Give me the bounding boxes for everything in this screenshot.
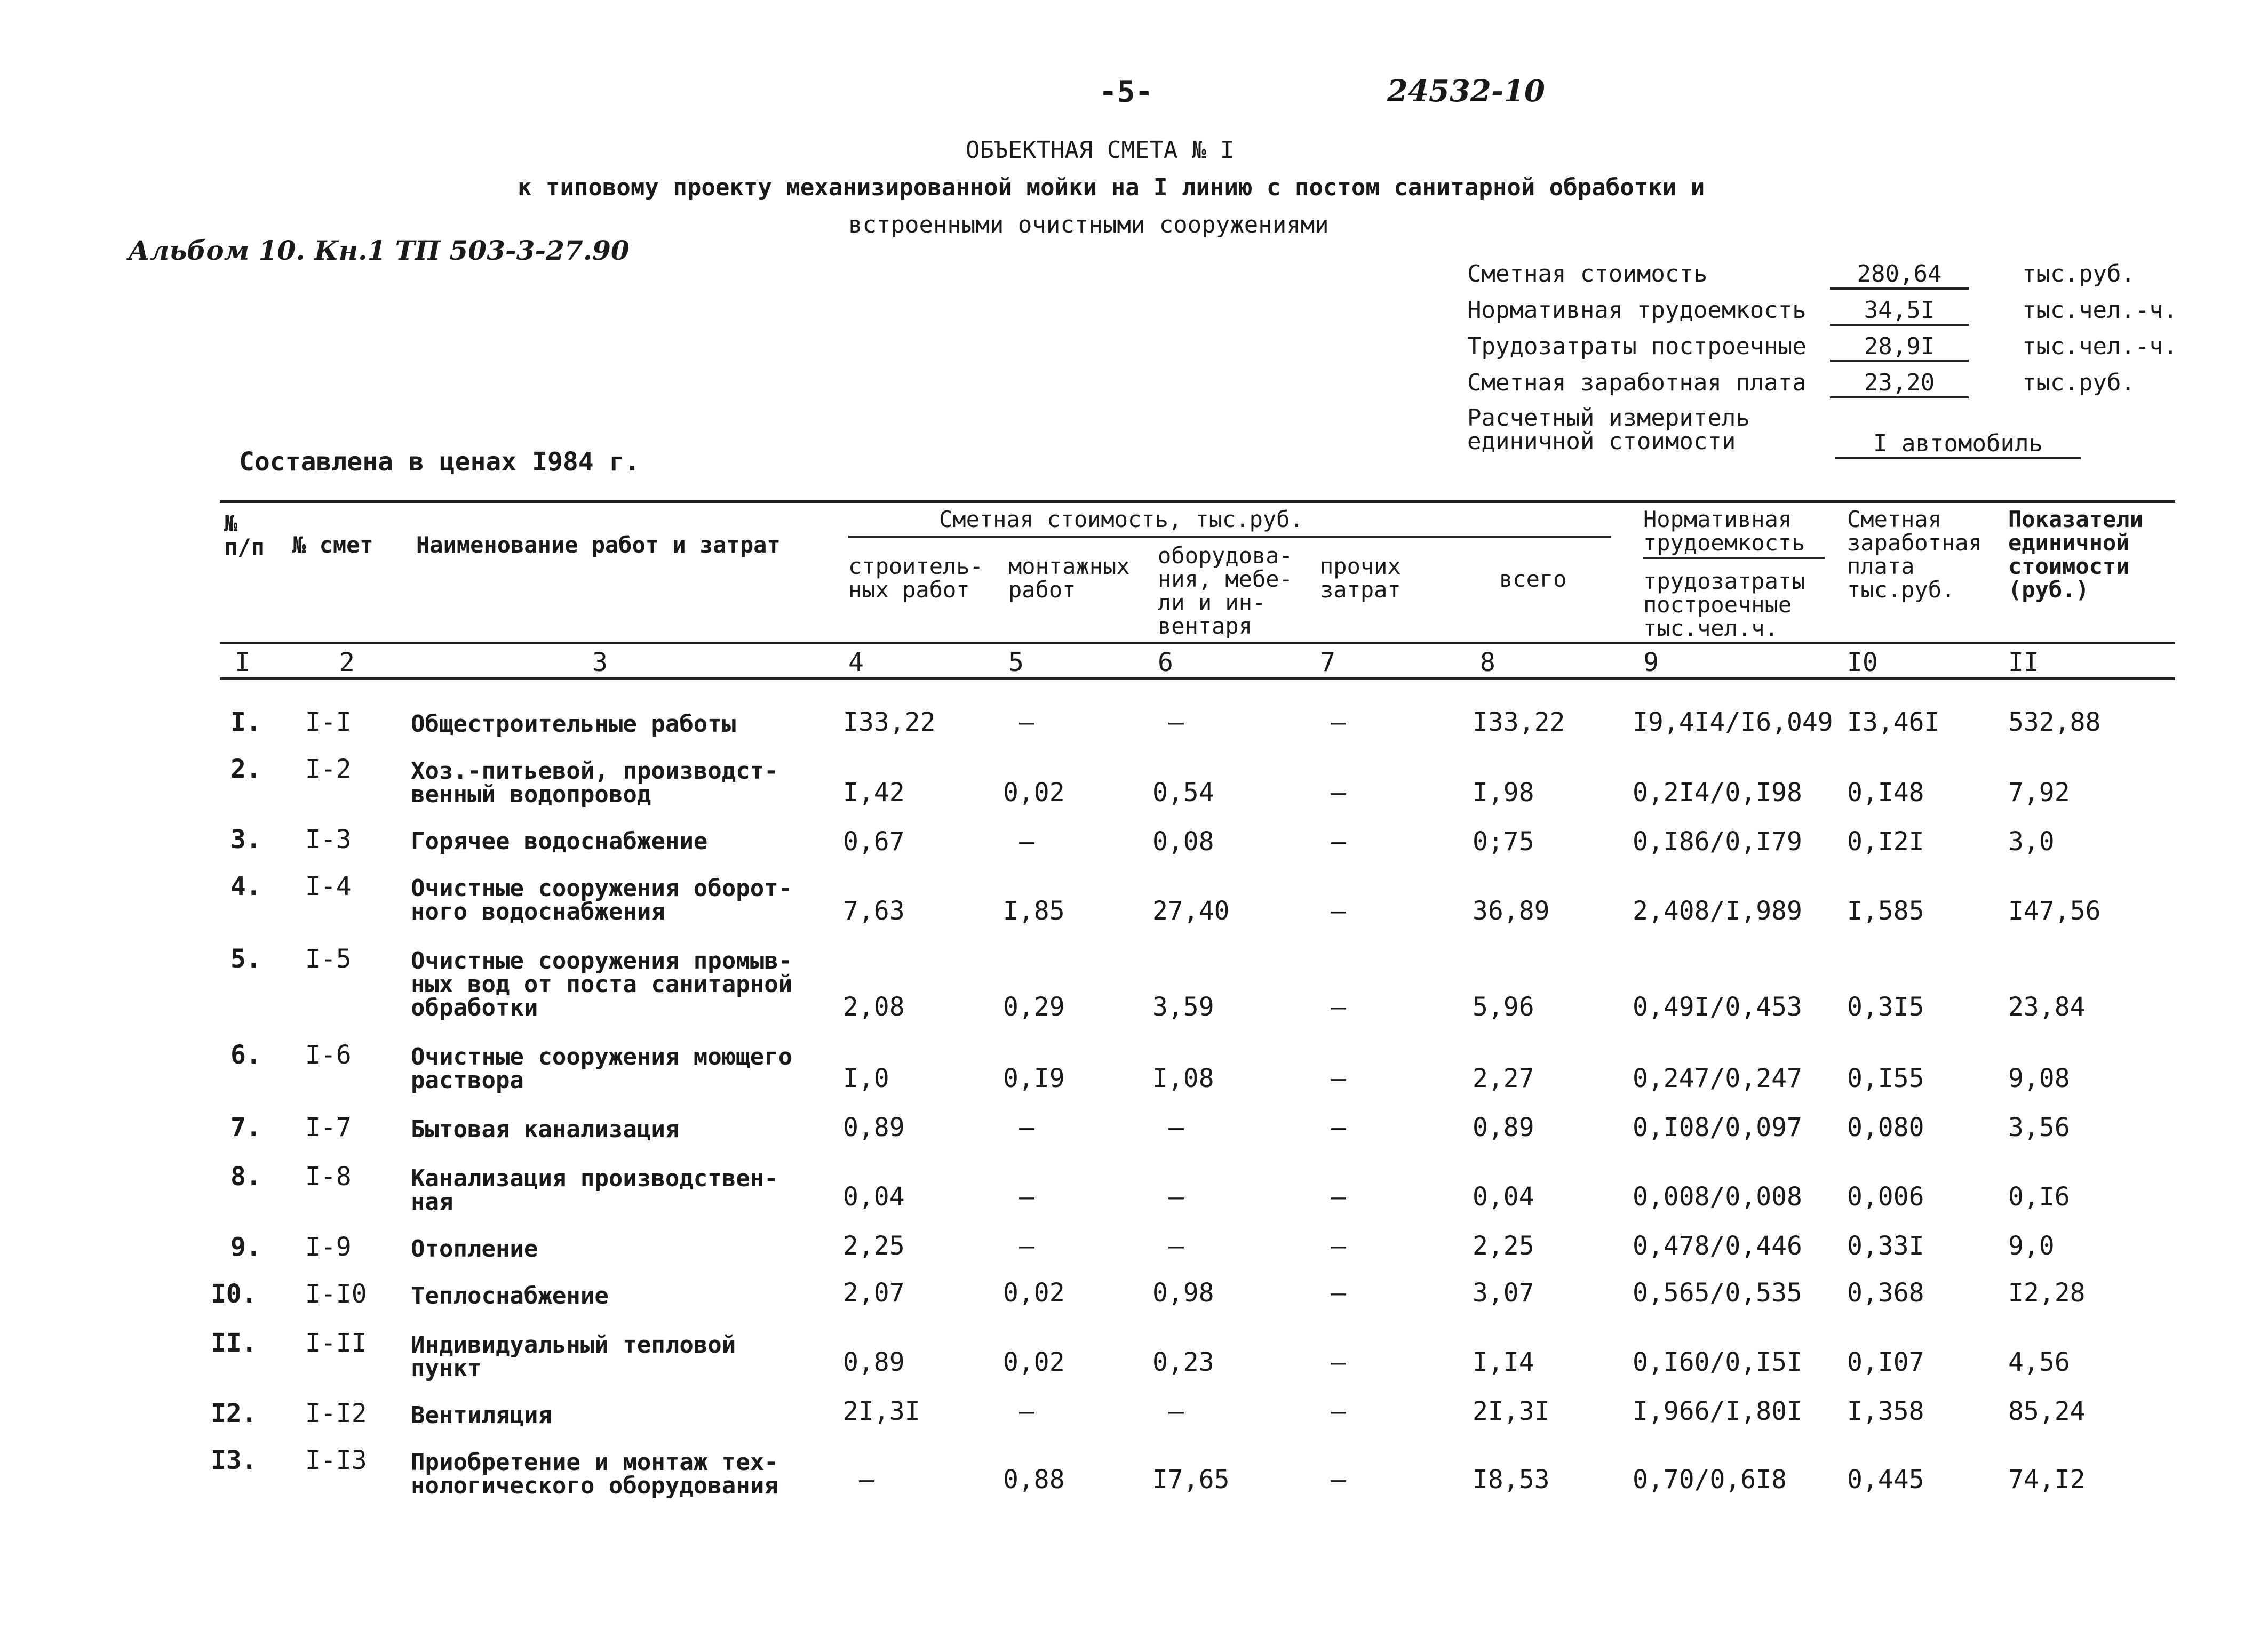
cell-c10: 0,445 [1847,1465,1924,1495]
col-number: I [235,648,250,677]
cell-c4: I33,22 [843,707,936,737]
row-number: 3. [230,825,261,854]
row-name: Вентиляция [411,1402,552,1429]
labor-rule [1643,557,1825,559]
row-smet: I-4 [305,872,352,901]
cell-c5: – [1019,707,1034,737]
col-header-smet: № смет [292,532,373,558]
cell-c6: 3,59 [1152,992,1214,1022]
row-number: 8. [230,1162,261,1192]
cell-c7: – [1331,778,1346,808]
cell-c7: – [1331,1113,1346,1142]
cell-c5: 0,02 [1003,778,1065,808]
cell-c5: – [1019,1113,1034,1142]
row-smet: I-I3 [305,1445,367,1475]
cell-c11: 7,92 [2008,778,2070,808]
row-name: Очистные сооружения промыв- ных вод от поста санитарной обработки [411,947,793,1021]
cell-c7: – [1331,1231,1346,1261]
col-number: 3 [592,648,608,677]
album-reference: Альбом 10. Кн.1 ТП 503-3-27.90 [128,235,630,266]
cell-c5: 0,02 [1003,1278,1065,1308]
row-name: Теплоснабжение [411,1282,609,1309]
row-number: I0. [211,1279,257,1309]
summary-value: 23,20 [1830,369,1969,398]
document-subtitle-cont: встроенными очистными сооружениями [848,211,1329,238]
row-smet: I-3 [305,825,352,854]
cell-c5: I,85 [1003,896,1065,926]
cell-c4: 2,07 [843,1278,905,1308]
cell-c4: 0,04 [843,1182,905,1212]
col-header-n: № п/п [224,510,265,560]
measure-label: Расчетный измеритель [1467,404,1750,432]
cell-c10: I,358 [1847,1396,1924,1426]
summary-label: Сметная стоимость [1467,260,1708,287]
cell-c9: 0,70/0,6I8 [1633,1465,1787,1495]
row-name: Очистные сооружения оборот- ного водоснабжения [411,875,793,925]
measure-label-cont: единичной стоимости [1467,428,1736,455]
cell-c10: 0,33I [1847,1231,1924,1261]
cell-c11: 23,84 [2008,992,2086,1022]
col-header-construction: строитель-ных работ [848,553,983,603]
cell-c9: 2,408/I,989 [1633,896,1802,926]
cell-c9: 0,247/0,247 [1633,1064,1802,1093]
cell-c9: I,966/I,80I [1633,1396,1802,1426]
row-number: I. [230,707,261,737]
cell-c6: 0,08 [1152,827,1214,857]
row-smet: I-I2 [305,1399,367,1428]
cell-c9: 0,565/0,535 [1633,1278,1802,1308]
cell-c8: 2,25 [1473,1231,1534,1261]
cell-c11: 74,I2 [2008,1465,2086,1495]
cell-c6: 0,54 [1152,778,1214,808]
cell-c4: 0,89 [843,1113,905,1142]
cell-c10: I,585 [1847,896,1924,926]
cell-c8: 36,89 [1473,896,1550,926]
cell-c4: 2,08 [843,992,905,1022]
cell-c11: 3,0 [2008,827,2055,857]
cell-c6: I,08 [1152,1064,1214,1093]
cell-c4: 0,67 [843,827,905,857]
cell-c9: 0,478/0,446 [1633,1231,1802,1261]
row-number: 2. [230,754,261,784]
col-number: 2 [339,648,355,677]
cell-c6: – [1168,1231,1184,1261]
row-number: II. [211,1328,257,1358]
cell-c7: – [1331,1396,1346,1426]
cell-c8: 5,96 [1473,992,1534,1022]
cell-c5: 0,I9 [1003,1064,1065,1093]
summary-unit: тыс.чел.-ч. [2022,297,2178,324]
cell-c7: – [1331,827,1346,857]
cell-c10: 0,080 [1847,1113,1924,1142]
row-smet: I-I0 [305,1279,367,1309]
col-header-labor-build: трудозатраты построечные тыс.чел.ч. [1643,568,1805,641]
col-number: 6 [1158,648,1173,677]
row-smet: I-I [305,707,352,737]
cell-c11: 9,0 [2008,1231,2055,1261]
cell-c8: I,98 [1473,778,1534,808]
row-name: Бытовая канализация [411,1116,680,1143]
cell-c9: 0,I08/0,097 [1633,1113,1802,1142]
document-subtitle: к типовому проекту механизированной мойки на I линию с постом санитарной обработки и [518,174,1705,201]
page-number: -5- [1099,75,1153,109]
cell-c11: I2,28 [2008,1278,2086,1308]
cell-c7: – [1331,1278,1346,1308]
col-header-total: всего [1499,566,1567,592]
cell-c6: 27,40 [1152,896,1230,926]
cell-c7: – [1331,707,1346,737]
summary-value: 34,5I [1830,297,1969,326]
cell-c10: 0,I55 [1847,1064,1924,1093]
col-header-salary: Сметная заработная плата тыс.руб. [1847,506,1982,603]
row-smet: I-II [305,1328,367,1358]
col-number: I0 [1847,648,1878,677]
row-smet: I-8 [305,1162,352,1192]
cell-c10: 0,006 [1847,1182,1924,1212]
row-number: I3. [211,1445,257,1475]
cell-c8: 2,27 [1473,1064,1534,1093]
cell-c10: 0,3I5 [1847,992,1924,1022]
row-smet: I-5 [305,944,352,974]
cell-c10: 0,I07 [1847,1347,1924,1377]
cell-c9: 0,2I4/0,I98 [1633,778,1802,808]
prices-note: Составлена в ценах I984 г. [239,447,640,477]
row-number: 7. [230,1113,261,1142]
cell-c6: – [1168,707,1184,737]
summary-value: 28,9I [1830,333,1969,362]
cell-c7: – [1331,1064,1346,1093]
cell-c11: 9,08 [2008,1064,2070,1093]
document-code: 24532-10 [1387,74,1545,109]
cell-c11: 3,56 [2008,1113,2070,1142]
col-header-labor-norm: Нормативная трудоемкость [1643,506,1805,556]
col-header-other: прочих затрат [1320,553,1401,603]
cell-c5: 0,29 [1003,992,1065,1022]
summary-unit: тыс.руб. [2022,369,2135,396]
row-smet: I-7 [305,1113,352,1142]
cell-c8: 0,89 [1473,1113,1534,1142]
summary-label: Трудозатраты построечные [1467,333,1807,360]
header-bottom-rule [220,642,2175,644]
cell-c4: I,0 [843,1064,889,1093]
cell-c9: 0,008/0,008 [1633,1182,1802,1212]
cell-c10: I3,46I [1847,707,1940,737]
cell-c4: 2,25 [843,1231,905,1261]
summary-value: 280,64 [1830,260,1969,290]
col-number: 5 [1008,648,1024,677]
col-number: 7 [1320,648,1335,677]
row-smet: I-9 [305,1232,352,1262]
row-name: Приобретение и монтаж тех- нологического оборудования [411,1449,778,1499]
row-number: I2. [211,1399,257,1428]
col-header-equipment: оборудова-ния, мебе-ли и ин-вентаря [1158,542,1293,639]
row-name: Канализация производствен- ная [411,1165,778,1216]
cell-c7: – [1331,1182,1346,1212]
row-name: Индивидуальный тепловой пункт [411,1331,736,1382]
cell-c8: 2I,3I [1473,1396,1550,1426]
row-smet: I-2 [305,754,352,784]
cell-c7: – [1331,992,1346,1022]
cell-c8: 0,04 [1473,1182,1534,1212]
summary-label: Нормативная трудоемкость [1467,297,1807,324]
cell-c9: 0,I86/0,I79 [1633,827,1802,857]
col-number: 9 [1643,648,1659,677]
cell-c11: 0,I6 [2008,1182,2070,1212]
cell-c7: – [1331,896,1346,926]
cell-c5: – [1019,827,1034,857]
col-header-mounting: монтажных работ [1008,553,1130,603]
cell-c5: 0,02 [1003,1347,1065,1377]
cell-c10: 0,I2I [1847,827,1924,857]
document-title: ОБЪЕКТНАЯ СМЕТА № I [966,137,1235,164]
cell-c8: I8,53 [1473,1465,1550,1495]
cell-c9: I9,4I4/I6,049 [1633,707,1833,737]
cell-c9: 0,49I/0,453 [1633,992,1802,1022]
summary-unit: тыс.чел.-ч. [2022,333,2178,360]
cell-c9: 0,I60/0,I5I [1633,1347,1802,1377]
row-smet: I-6 [305,1040,352,1070]
summary-unit: тыс.руб. [2022,260,2135,287]
cell-c8: 3,07 [1473,1278,1534,1308]
cell-c6: I7,65 [1152,1465,1230,1495]
measure-value: I автомобиль [1835,430,2081,459]
numbers-bottom-rule [220,677,2175,680]
cell-c6: 0,23 [1152,1347,1214,1377]
cell-c5: 0,88 [1003,1465,1065,1495]
cell-c5: – [1019,1396,1034,1426]
row-name: Очистные сооружения моющего раствора [411,1043,793,1094]
cell-c4: 7,63 [843,896,905,926]
cell-c11: I47,56 [2008,896,2101,926]
col-header-cost-group: Сметная стоимость, тыс.руб. [939,506,1303,532]
cell-c8: I33,22 [1473,707,1565,737]
cell-c11: 532,88 [2008,707,2101,737]
cell-c8: I,I4 [1473,1347,1534,1377]
cell-c11: 4,56 [2008,1347,2070,1377]
row-name: Общестроительные работы [411,710,736,738]
cell-c4: 2I,3I [843,1396,920,1426]
col-header-unit-cost: Показатели единичной стоимости (руб.) [2008,506,2143,603]
col-number: II [2008,648,2039,677]
row-number: 4. [230,872,261,901]
cell-c6: – [1168,1396,1184,1426]
cell-c10: 0,368 [1847,1278,1924,1308]
cell-c4: – [859,1465,874,1495]
table-top-rule [220,500,2175,503]
col-number: 4 [848,648,864,677]
row-number: 6. [230,1040,261,1070]
row-name: Хоз.-питьевой, производст- венный водопровод [411,757,778,808]
cell-c8: 0;75 [1473,827,1534,857]
cell-c4: 0,89 [843,1347,905,1377]
cell-c7: – [1331,1347,1346,1377]
col-number: 8 [1480,648,1495,677]
cell-c7: – [1331,1465,1346,1495]
cost-group-rule [848,536,1611,538]
cell-c5: – [1019,1231,1034,1261]
cell-c6: 0,98 [1152,1278,1214,1308]
cell-c6: – [1168,1113,1184,1142]
cell-c4: I,42 [843,778,905,808]
row-number: 5. [230,944,261,974]
row-number: 9. [230,1232,261,1262]
cell-c6: – [1168,1182,1184,1212]
cell-c10: 0,I48 [1847,778,1924,808]
row-name: Горячее водоснабжение [411,828,708,855]
cell-c5: – [1019,1182,1034,1212]
cell-c11: 85,24 [2008,1396,2086,1426]
row-name: Отопление [411,1235,538,1263]
summary-label: Сметная заработная плата [1467,369,1807,396]
col-header-name: Наименование работ и затрат [416,532,781,558]
